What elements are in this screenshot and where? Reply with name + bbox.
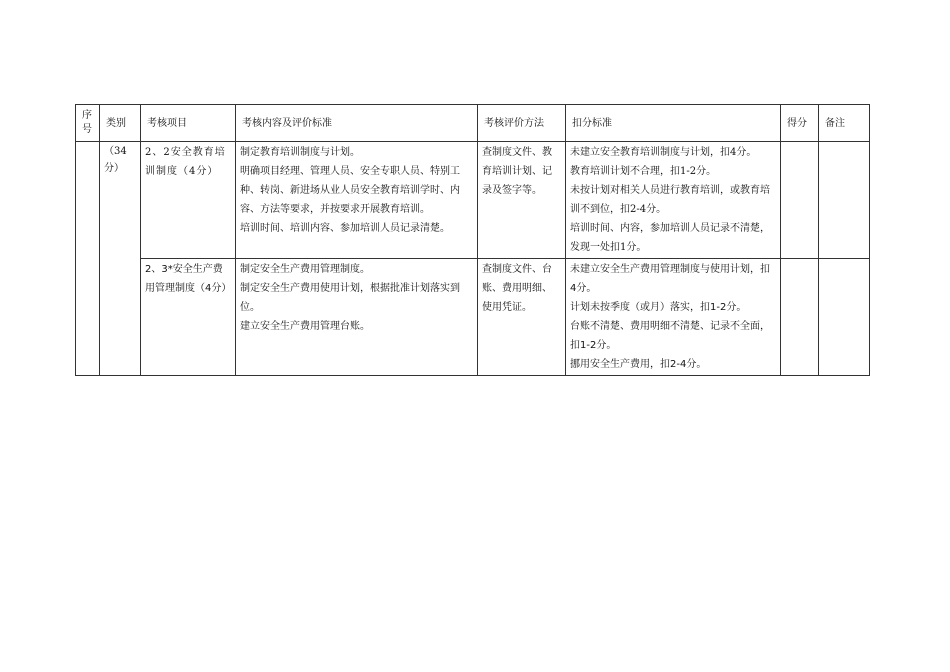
seq-cell bbox=[76, 142, 100, 376]
score-cell bbox=[781, 259, 819, 376]
category-line-2: 分） bbox=[104, 163, 124, 174]
header-remark: 备注 bbox=[819, 105, 870, 142]
header-deduction: 扣分标准 bbox=[566, 105, 781, 142]
deduction-line: 挪用安全生产费用，扣2-4分。 bbox=[570, 359, 707, 370]
deduction-line: 未建立安全生产费用管理制度与使用计划，扣4分。 bbox=[570, 264, 770, 294]
header-score: 得分 bbox=[781, 105, 819, 142]
content-line: 制定安全生产费用管理制度。 bbox=[240, 264, 370, 275]
header-content: 考核内容及评价标准 bbox=[236, 105, 478, 142]
content-cell bbox=[236, 142, 478, 259]
category-cell bbox=[100, 142, 141, 376]
content-line: 明确项目经理、管理人员、安全专职人员、特别工种、转岗、新进场从业人员安全教育培训学时、内容、方法等要求，并按要求开展教育培训。 bbox=[240, 166, 460, 215]
header-row bbox=[76, 105, 870, 142]
score-cell bbox=[781, 142, 819, 259]
method-cell: 查制度文件、台账、费用明细、使用凭证。 bbox=[478, 259, 566, 376]
item-cell: 2、2安全教育培训制度（4分） bbox=[141, 142, 236, 259]
deduction-cell bbox=[566, 142, 781, 259]
table-row bbox=[76, 142, 870, 259]
item-cell: 2、3*安全生产费用管理制度（4分） bbox=[141, 259, 236, 376]
method-cell: 查制度文件、教育培训计划、记录及签字等。 bbox=[478, 142, 566, 259]
header-seq-line-1: 序 bbox=[82, 110, 92, 121]
header-seq bbox=[76, 105, 100, 142]
assessment-table bbox=[75, 104, 870, 376]
header-item: 考核项目 bbox=[141, 105, 236, 142]
deduction-line: 台账不清楚、费用明细不清楚、记录不全面，扣1-2分。 bbox=[570, 321, 770, 351]
deduction-line: 计划未按季度（或月）落实，扣1-2分。 bbox=[570, 302, 747, 313]
header-seq-line-2: 号 bbox=[82, 124, 92, 135]
table-row bbox=[76, 259, 870, 376]
header-category: 类别 bbox=[100, 105, 141, 142]
header-method: 考核评价方法 bbox=[478, 105, 566, 142]
deduction-line: 培训时间、内容，参加培训人员记录不清楚，发现一处扣1分。 bbox=[570, 223, 770, 253]
content-line: 建立安全生产费用管理台账。 bbox=[240, 321, 370, 332]
remark-cell bbox=[819, 142, 870, 259]
deduction-line: 未按计划对相关人员进行教育培训，或教育培训不到位，扣2-4分。 bbox=[570, 185, 770, 215]
content-line: 培训时间、培训内容、参加培训人员记录清楚。 bbox=[240, 223, 450, 234]
deduction-line: 教育培训计划不合理，扣1-2分。 bbox=[570, 166, 717, 177]
remark-cell bbox=[819, 259, 870, 376]
category-line-1: （34 bbox=[104, 146, 127, 157]
deduction-line: 未建立安全教育培训制度与计划，扣4分。 bbox=[570, 147, 757, 158]
deduction-cell bbox=[566, 259, 781, 376]
content-cell bbox=[236, 259, 478, 376]
content-line: 制定安全生产费用使用计划，根据批准计划落实到位。 bbox=[240, 283, 460, 313]
content-line: 制定教育培训制度与计划。 bbox=[240, 147, 360, 158]
